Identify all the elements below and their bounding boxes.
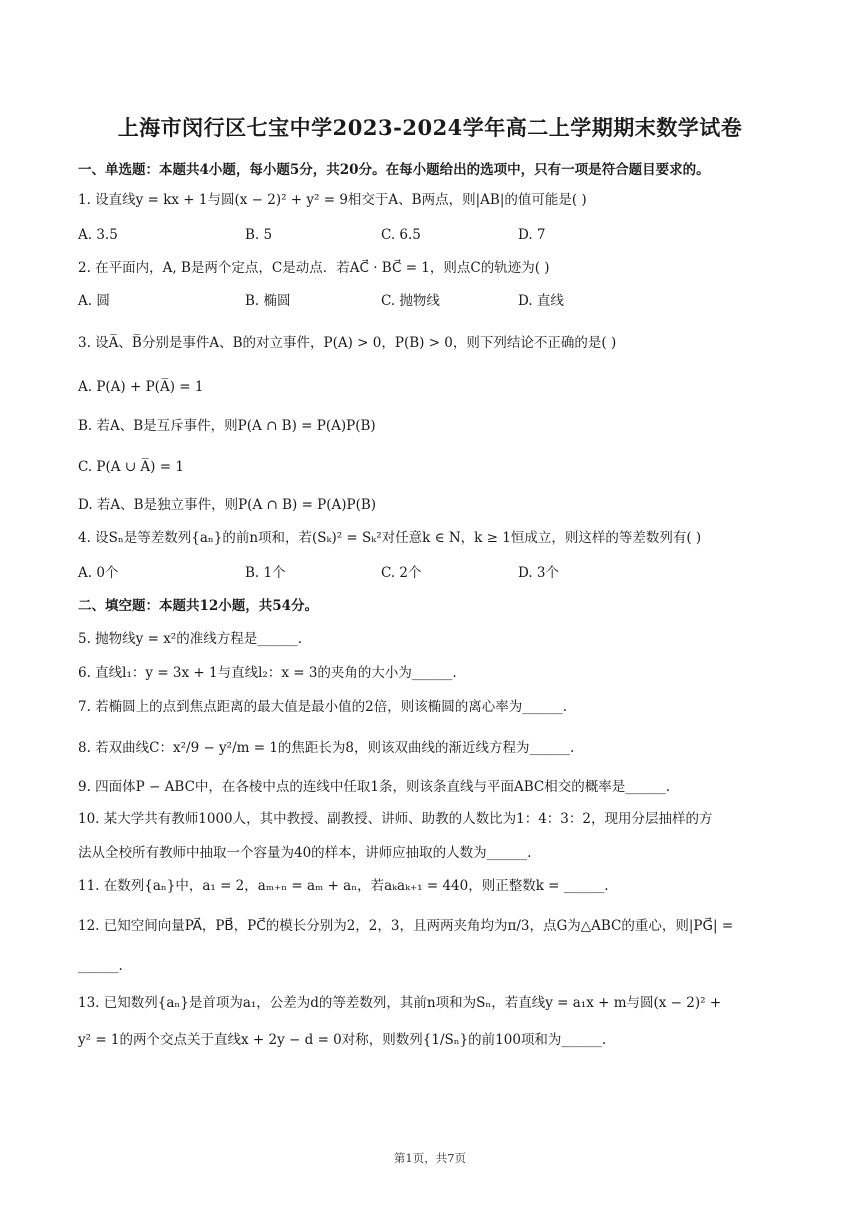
question-4-stem: 4. 设Sₙ是等差数列{aₙ}的前n项和，若(Sₖ)² = Sₖ²对任意k ∈ N，k ≥ 1恒成立，则这样的等差数列有( ) (78, 530, 702, 546)
question-13-line-1: 13. 已知数列{aₙ}是首项为a₁，公差为d的等差数列，其前n项和为Sₙ，若直线y = a₁x + m与圆(x − 2)² + (78, 995, 722, 1011)
question-8: 8. 若双曲线C：x²/9 − y²/m = 1的焦距长为8，则该双曲线的渐近线方程为______. (78, 740, 575, 756)
question-1-option-c: C. 6.5 (381, 227, 421, 243)
question-6: 6. 直线l₁：y = 3x + 1与直线l₂：x = 3的夹角的大小为______. (78, 665, 457, 681)
question-4-option-b: B. 1个 (245, 565, 286, 581)
question-4-option-a: A. 0个 (78, 565, 119, 581)
question-12-line-1: 12. 已知空间向量PA⃗，PB⃗，PC⃗的模长分别为2，2，3，且两两夹角均为π/3，点G为△ABC的重心，则|PG⃗| = (78, 918, 734, 934)
question-3-option-c: C. P(A ∪ A̅) = 1 (78, 459, 184, 475)
question-3-stem: 3. 设A̅、B̅分别是事件A、B的对立事件，P(A) > 0，P(B) > 0，则下列结论不正确的是( ) (78, 335, 617, 351)
question-12-line-2: ______. (78, 958, 123, 974)
section-heading-single-choice: 一、单选题：本题共4小题，每小题5分，共20分。在每小题给出的选项中，只有一项是符合题目要求的。 (78, 162, 710, 178)
question-10-line-1: 10. 某大学共有教师1000人，其中教授、副教授、讲师、助教的人数比为1：4：3：2，现用分层抽样的方 (78, 811, 713, 827)
question-3-option-d: D. 若A、B是独立事件，则P(A ∩ B) = P(A)P(B) (78, 497, 377, 513)
question-11: 11. 在数列{aₙ}中，a₁ = 2，aₘ₊ₙ = aₘ + aₙ，若aₖaₖ₊₁ = 440，则正整数k = ______. (78, 878, 609, 894)
question-4-option-d: D. 3个 (518, 565, 560, 581)
question-1-option-b: B. 5 (245, 227, 273, 243)
question-3-option-a: A. P(A) + P(A̅) = 1 (78, 379, 204, 395)
question-2-option-a: A. 圆 (78, 293, 110, 309)
question-2-stem: 2. 在平面内，A, B是两个定点，C是动点．若AC⃗ · BC⃗ = 1，则点C的轨迹为( ) (78, 260, 550, 276)
question-13-line-2: y² = 1的两个交点关于直线x + 2y − d = 0对称，则数列{1/Sₙ}的前100项和为______. (78, 1032, 607, 1048)
question-1-option-a: A. 3.5 (78, 227, 118, 243)
question-4-option-c: C. 2个 (381, 565, 422, 581)
question-2-option-c: C. 抛物线 (381, 293, 440, 309)
section-heading-fill-in: 二、填空题：本题共12小题，共54分。 (78, 598, 319, 614)
question-2-option-b: B. 椭圆 (245, 293, 291, 309)
page-footer: 第1页，共7页 (393, 1151, 467, 1165)
question-7: 7. 若椭圆上的点到焦点距离的最大值是最小值的2倍，则该椭圆的离心率为______. (78, 699, 568, 715)
question-5: 5. 抛物线y = x²的准线方程是______. (78, 631, 303, 647)
question-10-line-2: 法从全校所有教师中抽取一个容量为40的样本，讲师应抽取的人数为______. (78, 845, 532, 861)
question-1-stem: 1. 设直线y = kx + 1与圆(x − 2)² + y² = 9相交于A、B两点，则|AB|的值可能是( ) (78, 192, 587, 208)
question-3-option-b: B. 若A、B是互斥事件，则P(A ∩ B) = P(A)P(B) (78, 418, 376, 434)
question-1-option-d: D. 7 (518, 227, 546, 243)
page-title: 上海市闵行区七宝中学2023-2024学年高二上学期期末数学试卷 (117, 115, 743, 140)
question-2-option-d: D. 直线 (518, 293, 564, 309)
question-9: 9. 四面体P − ABC中，在各棱中点的连线中任取1条，则该条直线与平面ABC相交的概率是______. (78, 779, 671, 795)
